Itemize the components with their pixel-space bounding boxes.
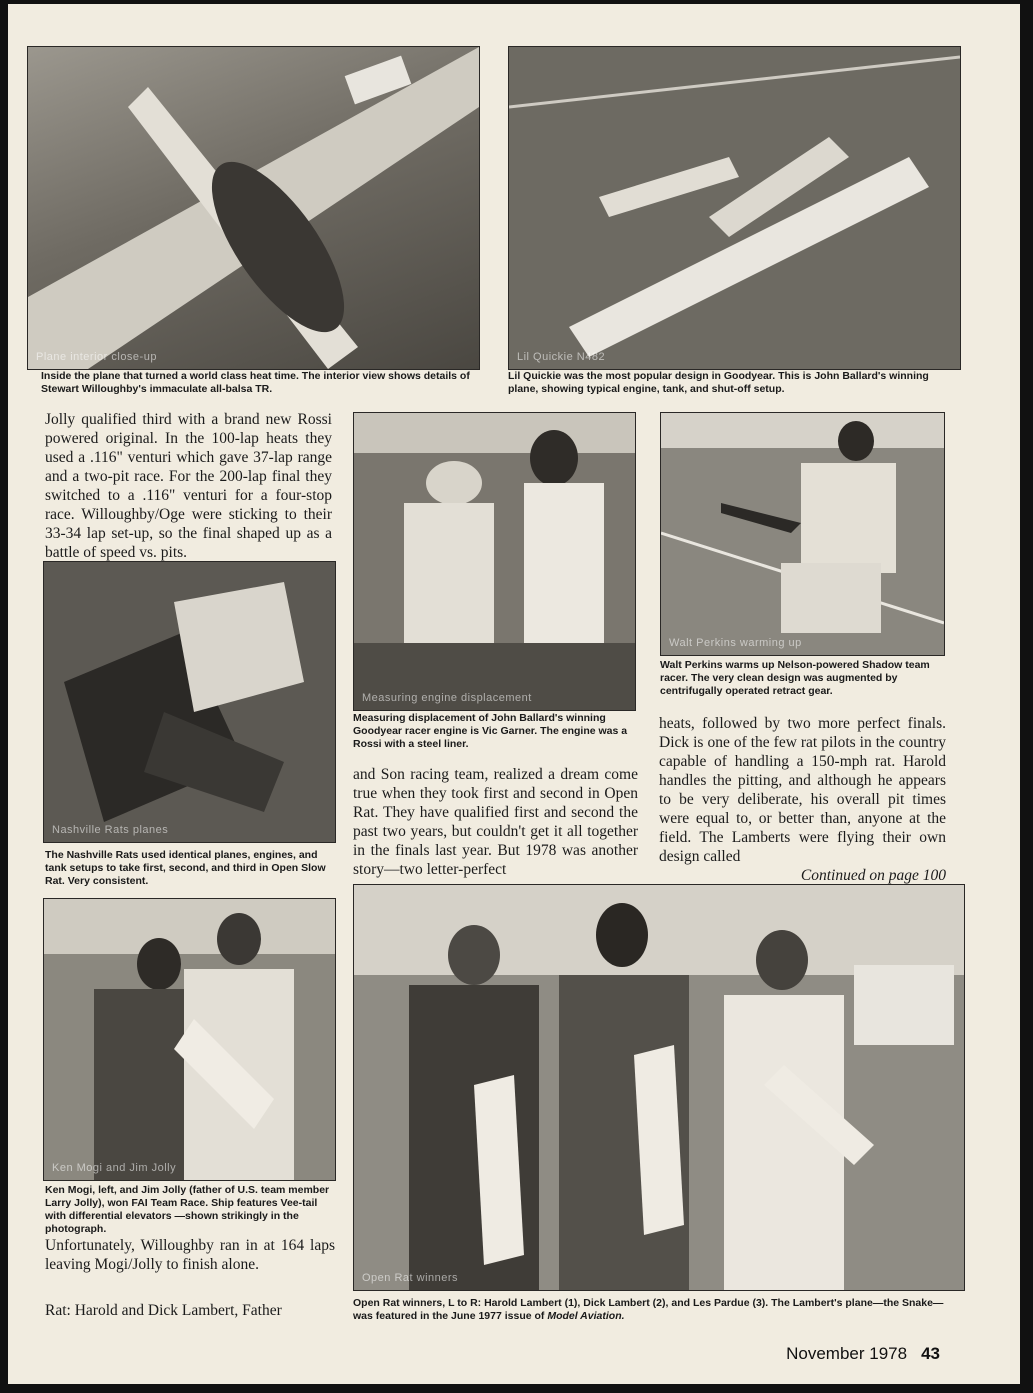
article-text-lambert-team: and Son racing team, realized a dream come true when they took first and second in Open Rat. They have qualified first and second the past two years, but couldn't get it all together in the finals last year. But 1978 was another story—two letter-perfect bbox=[353, 766, 638, 878]
photo-label: Measuring engine displacement bbox=[362, 692, 532, 704]
open-rat-winners-illustration bbox=[354, 885, 964, 1290]
photo-plane-interior bbox=[27, 46, 480, 370]
page-number: 43 bbox=[921, 1344, 940, 1363]
photo-nashville-rats bbox=[43, 561, 336, 843]
article-text-lambert-heats-body: heats, followed by two more perfect finals. Dick is one of the few rat pilots in the country capable of handling a 150-mph rat. Harold handles the pitting, and although he appears to be very deliberate, his overall pit times were equal to, or better than, anyone at the field. The Lamberts were flying their own design called bbox=[659, 715, 946, 865]
magazine-title: Model Aviation. bbox=[547, 1310, 625, 1322]
caption-open-rat-winners bbox=[353, 1297, 963, 1323]
walt-perkins-illustration bbox=[661, 413, 944, 655]
issue-date: November 1978 bbox=[786, 1344, 908, 1363]
caption-open-rat-winners-text: Open Rat winners, L to R: Harold Lambert (1), Dick Lambert (2), and Les Pardue (3). The Lambert's plane—the Snake—was featured in the June 1977 issue of bbox=[353, 1297, 944, 1322]
plane-interior-illustration bbox=[28, 47, 479, 369]
lil-quickie-illustration bbox=[509, 47, 960, 369]
photo-walt-perkins bbox=[660, 412, 945, 656]
photo-label: Walt Perkins warming up bbox=[669, 637, 802, 649]
caption-plane-interior: Inside the plane that turned a world class heat time. The interior view shows details of Stewart Willoughby's immaculate all-balsa TR. bbox=[41, 370, 470, 395]
caption-nashville-rats: The Nashville Rats used identical planes, engines, and tank setups to take first, second, and third in Open Slow Rat. Very consistent. bbox=[45, 849, 326, 887]
magazine-page bbox=[8, 4, 1020, 1384]
continued-link[interactable]: Continued on page 100 bbox=[800, 867, 946, 884]
caption-walt-perkins: Walt Perkins warms up Nelson-powered Shadow team racer. The very clean design was augmented by centrifugally operated retract gear. bbox=[660, 659, 930, 697]
measuring-displacement-illustration bbox=[354, 413, 635, 710]
photo-label: Lil Quickie N482 bbox=[517, 351, 606, 363]
photo-label: Open Rat winners bbox=[362, 1272, 459, 1284]
photo-label: Plane interior close-up bbox=[36, 351, 157, 363]
photo-open-rat-winners bbox=[353, 884, 965, 1291]
article-text-willoughby: Unfortunately, Willoughby ran in at 164 laps leaving Mogi/Jolly to finish alone. bbox=[45, 1237, 335, 1273]
caption-lil-quickie: Lil Quickie was the most popular design in Goodyear. This is John Ballard's winning plane, showing typical engine, tank, and shut-off setup. bbox=[508, 370, 929, 395]
mogi-jolly-illustration bbox=[44, 899, 335, 1180]
article-text-lambert-heats bbox=[659, 714, 946, 885]
caption-measuring-displacement: Measuring displacement of John Ballard's winning Goodyear racer engine is Vic Garner. The engine was a Rossi with a steel liner. bbox=[353, 712, 628, 750]
caption-mogi-jolly: Ken Mogi, left, and Jim Jolly (father of U.S. team member Larry Jolly), won FAI Team Race. Ship features Vee-tail with differential elevators —shown strikingly in the photograph. bbox=[45, 1184, 330, 1235]
article-text-rat: Rat: Harold and Dick Lambert, Father bbox=[45, 1302, 282, 1319]
photo-measuring-displacement bbox=[353, 412, 636, 711]
nashville-rats-illustration bbox=[44, 562, 335, 842]
photo-mogi-jolly bbox=[43, 898, 336, 1181]
photo-lil-quickie bbox=[508, 46, 961, 370]
article-text-jolly: Jolly qualified third with a brand new Rossi powered original. In the 100-lap heats they used a .116" venturi which gave 37-lap range and a two-pit race. For the 200-lap final they switched to a .116" venturi for a four-stop race. Willoughby/Oge were sticking to their 33-34 lap set-up, so the final shaped up as a battle of speed vs. pits. bbox=[45, 411, 332, 561]
page-footer bbox=[786, 1344, 940, 1364]
photo-label: Ken Mogi and Jim Jolly bbox=[52, 1162, 177, 1174]
photo-label: Nashville Rats planes bbox=[52, 824, 169, 836]
